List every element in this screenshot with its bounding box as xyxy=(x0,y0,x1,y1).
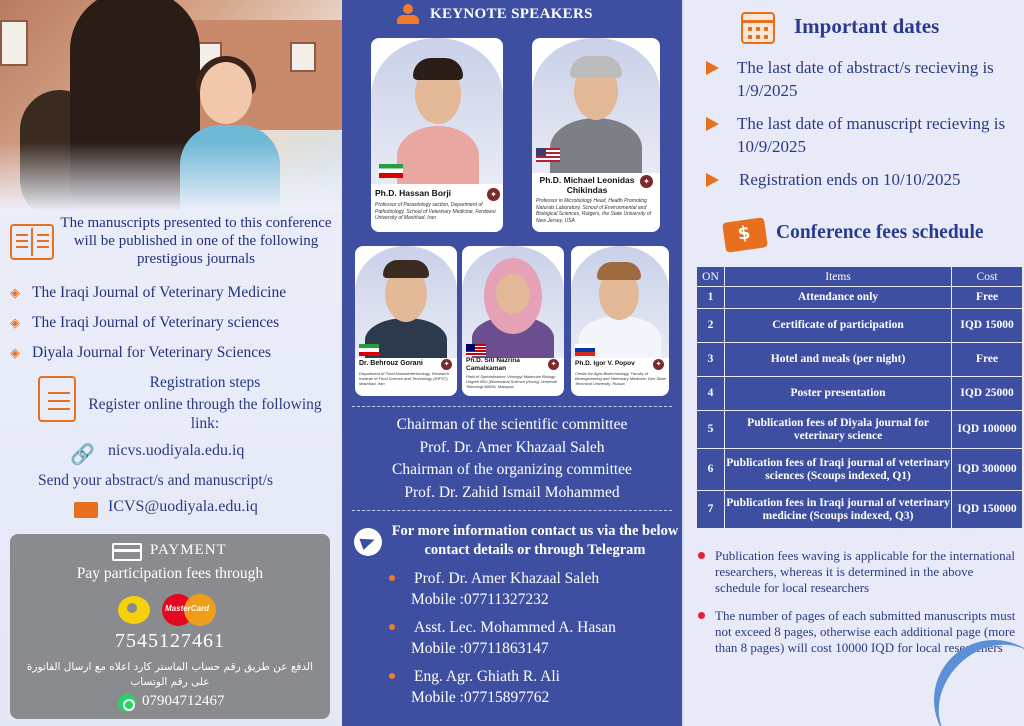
speaker-card: ✦ Dr. Behrouz Gorani Department of Food Nanobiotechnology, Research Institute of Food Science and Technology (RIFST), Mashhad, Iran xyxy=(355,246,457,396)
table-header-row: ON Items Cost xyxy=(697,267,1023,287)
diamond-bullet-icon: ◈ xyxy=(10,345,20,360)
mastercard-logo: MasterCard xyxy=(162,594,216,626)
bullet-icon xyxy=(389,673,395,679)
speaker-card: ✦ Ph.D. Hassan Borji Professor of Parasitology section, Department of Pathobiology, School of Veterinary Medicine, Ferdowsi University of Mashhad, Iran xyxy=(371,38,503,232)
fees-title: Conference fees schedule xyxy=(776,222,984,243)
table-row: 4 Poster presentation IQD 25000 xyxy=(697,377,1023,411)
whatsapp-icon xyxy=(118,694,136,712)
iran-flag-icon xyxy=(359,344,379,356)
link-icon: 🔗 xyxy=(70,444,95,466)
list-item: Asst. Lec. Mohammed A. Hasan Mobile :07711863147 xyxy=(382,617,616,660)
arrow-bullet-icon xyxy=(706,61,719,75)
dates-list xyxy=(704,56,1014,201)
card-number: 7545127461 xyxy=(115,630,225,652)
russia-flag-icon xyxy=(575,344,595,356)
right-panel xyxy=(682,0,1024,726)
list-item: ◈ The Iraqi Journal of Veterinary Medicine xyxy=(10,284,287,301)
fees-table xyxy=(696,266,1023,529)
list-item: Publication fees waving is applicable for the international researchers, whereas it is determined in the above schedule for local researchers xyxy=(698,548,1018,596)
contact-header: For more information contact us via the below contact details or through Telegram xyxy=(391,523,679,558)
badge-icon: ✦ xyxy=(653,359,664,370)
arrow-bullet-icon xyxy=(706,117,719,131)
email-link[interactable]: ICVS@uodiyala.edu.iq xyxy=(108,498,258,515)
list-item: ◈ The Iraqi Journal of Veterinary sciences xyxy=(10,314,280,331)
bullet-icon xyxy=(389,575,395,581)
badge-icon: ✦ xyxy=(548,359,559,370)
credit-card-icon xyxy=(112,543,142,561)
mail-icon xyxy=(74,502,98,518)
registration-title: Registration steps xyxy=(149,374,261,391)
money-icon xyxy=(722,217,768,253)
diamond-bullet-icon: ◈ xyxy=(10,285,20,300)
malaysia-flag-icon xyxy=(466,344,486,356)
speaker-photo xyxy=(355,246,457,358)
badge-icon: ✦ xyxy=(640,175,653,188)
arrow-bullet-icon xyxy=(706,173,719,187)
keynote-header: KEYNOTE SPEAKERS xyxy=(430,6,593,22)
diamond-bullet-icon: ◈ xyxy=(10,315,20,330)
list-item: The last date of abstract/s recieving is 1/9/2025 xyxy=(704,56,1014,102)
payment-subtitle: Pay participation fees through xyxy=(76,565,264,582)
divider xyxy=(352,406,672,407)
badge-icon: ✦ xyxy=(487,188,500,201)
registration-text: Register online through the following link: xyxy=(88,396,322,432)
payment-box xyxy=(10,534,330,719)
badge-icon: ✦ xyxy=(441,359,452,370)
iran-flag-icon xyxy=(379,164,403,178)
table-row: 2 Certificate of participation IQD 15000 xyxy=(697,309,1023,343)
calendar-icon xyxy=(741,12,775,44)
usa-flag-icon xyxy=(536,148,560,162)
table-row: 5 Publication fees of Diyala journal for veterinary science IQD 100000 xyxy=(697,411,1023,449)
speaker-photo xyxy=(371,38,503,184)
table-row: 3 Hotel and meals (per night) Free xyxy=(697,343,1023,377)
important-dates-title: Important dates xyxy=(794,14,940,38)
publication-text: The manuscripts presented to this conference will be published in one of the following prestigious journals xyxy=(60,215,332,267)
left-panel xyxy=(0,0,342,726)
bullet-icon xyxy=(698,552,705,559)
speaker-card: ✦ Ph.D. Igor V. Popov Center for Agro-Biotechnology, Faculty of Bioengineering and Veterinary Medicine, Don State Technical University, Russia xyxy=(571,246,669,396)
list-item: Prof. Dr. Amer Khazaal Saleh Mobile :07711327232 xyxy=(382,568,616,611)
speaker-card: ✦ Ph.D. Michael Leonidas Chikindas Professor in Microbiology Head, Health Promoting Naturals Laboratory, School of Environmental and Biological Sciences, Rutgers, the State University of New Jersey, USA xyxy=(532,38,660,232)
arabic-payment-note: الدفع عن طريق رقم حساب الماستر كارد اعلاه مع ارسال الفاتورة على رقم الوتساب xyxy=(26,661,314,688)
table-row: 1 Attendance only Free xyxy=(697,287,1023,309)
send-text: Send your abstract/s and manuscript/s xyxy=(38,472,274,489)
vet-horse-photo xyxy=(0,0,342,212)
table-row: 6 Publication fees of Iraqi journal of veterinary sciences (Scoups indexed, Q1) IQD 300000 xyxy=(697,449,1023,491)
qi-card-logo-icon xyxy=(118,596,150,624)
list-item: Eng. Agr. Ghiath R. Ali Mobile :07715897762 xyxy=(382,666,616,709)
payment-title: PAYMENT xyxy=(150,542,227,558)
whatsapp-number[interactable]: 07904712467 xyxy=(142,693,225,709)
table-row: 7 Publication fees in Iraqi journal of veterinary medicine (Scoups indexed, Q3) IQD 150000 xyxy=(697,491,1023,529)
bullet-icon xyxy=(698,612,705,619)
list-item: The number of pages of each submitted manuscripts must not exceed 8 pages, otherwise each additional page (more than 8 pages) will cost 10000 IQD for local researchers xyxy=(698,608,1018,656)
bullet-icon xyxy=(389,624,395,630)
speaker-photo xyxy=(462,246,564,358)
speaker-icon xyxy=(395,4,421,24)
registration-form-icon xyxy=(38,376,76,422)
book-icon xyxy=(10,224,54,260)
list-item: The last date of manuscript recieving is 10/9/2025 xyxy=(704,112,1014,158)
middle-panel xyxy=(342,0,682,726)
contact-list xyxy=(382,568,616,715)
committee-chairs: Chairman of the scientific committee Prof. Dr. Amer Khazaal Saleh Chairman of the organizing committee Prof. Dr. Zahid Ismail Mohammed xyxy=(392,416,632,501)
speaker-card: ✦ Ph.D. Siti Nazrina Camalxaman Field of Specialization: Virology/ Molecular Biology Degree BSc (Biomedical Science (Hons)) Universiti Teknologi MARA, Malaysia xyxy=(462,246,564,396)
speaker-photo xyxy=(571,246,669,358)
list-item: ◈ Diyala Journal for Veterinary Sciences xyxy=(10,344,272,361)
registration-link[interactable]: nicvs.uodiyala.edu.iq xyxy=(108,442,245,459)
list-item: Registration ends on 10/10/2025 xyxy=(704,168,1014,191)
telegram-icon[interactable] xyxy=(354,528,382,556)
journal-list xyxy=(10,278,286,368)
divider xyxy=(352,510,672,511)
